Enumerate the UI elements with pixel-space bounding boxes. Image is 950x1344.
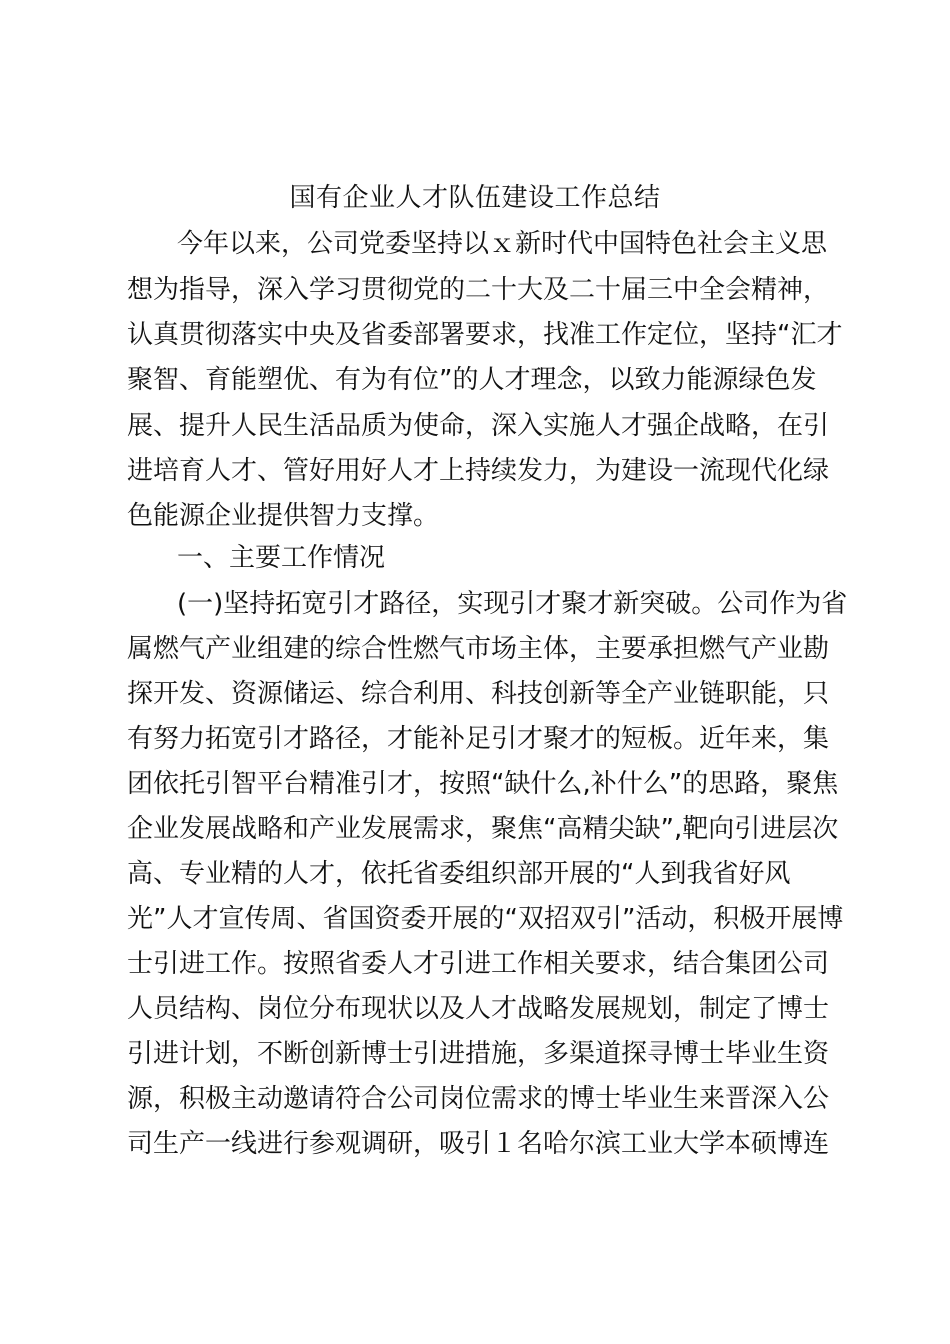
section-heading: 一、主要工作情况 xyxy=(177,543,386,573)
paragraph-line: 团依托引智平台精准引才，按照“缺什么,补什么”的思路，聚焦 xyxy=(127,769,839,799)
paragraph-line: 企业发展战略和产业发展需求，聚焦“高精尖缺”,靶向引进层次 xyxy=(127,814,839,844)
paragraph-line: 展、提升人民生活品质为使命，深入实施人才强企战略，在引 xyxy=(127,411,830,441)
paragraph-line: 源，积极主动邀请符合公司岗位需求的博士毕业生来晋深入公 xyxy=(127,1084,830,1114)
paragraph-line: 今年以来，公司党委坚持以ｘ新时代中国特色社会主义思 xyxy=(177,229,828,259)
paragraph-line: 引进计划，不断创新博士引进措施，多渠道探寻博士毕业生资 xyxy=(127,1039,830,1069)
paragraph-line: 属燃气产业组建的综合性燃气市场主体，主要承担燃气产业勘 xyxy=(127,634,830,664)
paragraph-line: 认真贯彻落实中央及省委部署要求，找准工作定位，坚持“汇才 xyxy=(127,320,843,350)
paragraph-line: 有努力拓宽引才路径，才能补足引才聚才的短板。近年来，集 xyxy=(127,724,830,754)
paragraph-line: 聚智、育能塑优、有为有位”的人才理念，以致力能源绿色发 xyxy=(127,365,817,395)
paragraph-line: 光”人才宣传周、省国资委开展的“双招双引”活动，积极开展博 xyxy=(127,904,844,934)
paragraph-line: 司生产一线进行参观调研，吸引１名哈尔滨工业大学本硕博连 xyxy=(127,1129,830,1159)
paragraph-line: 进培育人才、管好用好人才上持续发力，为建设一流现代化绿 xyxy=(127,456,830,486)
paragraph-line: 高、专业精的人才，依托省委组织部开展的“人到我省好风 xyxy=(127,859,791,889)
paragraph-line: (一)坚持拓宽引才路径，实现引才聚才新突破。公司作为省 xyxy=(177,589,848,619)
paragraph-line: 想为指导，深入学习贯彻党的二十大及二十届三中全会精神， xyxy=(127,275,830,305)
paragraph-line: 色能源企业提供智力支撑。 xyxy=(127,501,440,531)
document-title: 国有企业人才队伍建设工作总结 xyxy=(289,183,661,213)
paragraph-line: 探开发、资源储运、综合利用、科技创新等全产业链职能，只 xyxy=(127,679,830,709)
paragraph-line: 士引进工作。按照省委人才引进工作相关要求，结合集团公司 xyxy=(127,949,830,979)
paragraph-line: 人员结构、岗位分布现状以及人才战略发展规划，制定了博士 xyxy=(127,994,830,1024)
